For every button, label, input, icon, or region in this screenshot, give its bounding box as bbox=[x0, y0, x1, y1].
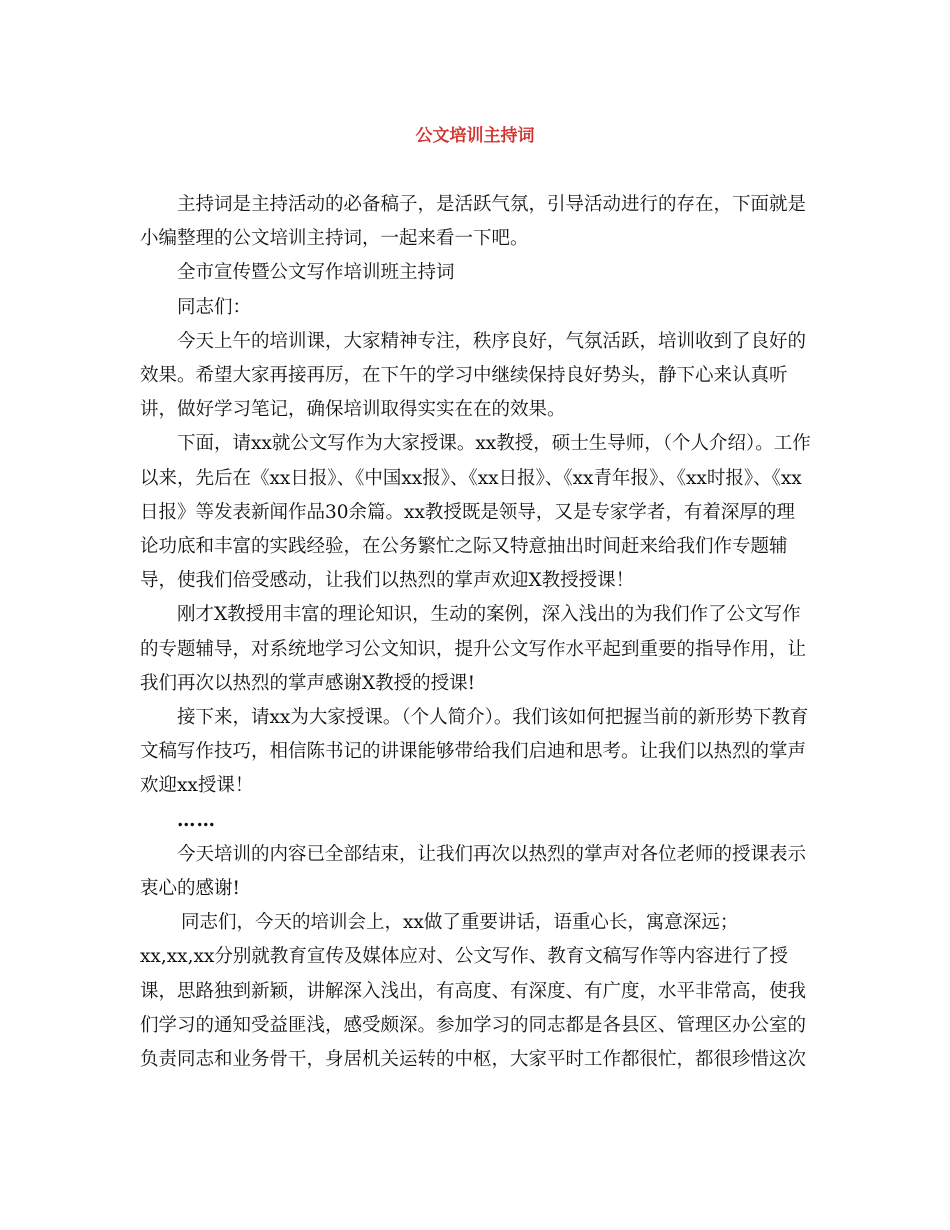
document-body bbox=[140, 188, 812, 1077]
paragraph-speaker-intro: 下面，请xx就公文写作为大家授课。xx教授，硕士生导师，（个人介绍）。工作以来，先后在《xx日报》、《中国xx报》、《xx日报》、《xx青年报》、《xx时报》、《xx日报》等发表新闻作品30余篇。xx教授既是领导，又是专家学者，有着深厚的理论功底和丰富的实践经验，在公务繁忙之际又特意抽出时间赶来给我们作专题辅导，使我们倍受感动，让我们以热烈的掌声欢迎X教授授课！ bbox=[140, 433, 811, 592]
paragraph-next-speaker: 接下来，请xx为大家授课。（个人简介）。我们该如何把握当前的新形势下教育文稿写作技巧，相信陈书记的讲课能够带给我们启迪和思考。让我们以热烈的掌声欢迎xx授课！ bbox=[140, 707, 809, 797]
section-heading: 全市宣传暨公文写作培训班主持词 bbox=[177, 262, 455, 284]
salutation: 同志们： bbox=[177, 296, 252, 318]
paragraph-summary: 同志们，今天的培训会上，xx做了重要讲话，语重心长，寓意深远；xx,xx,xx分别就教育宣传及媒体应对、公文写作、教育文稿写作等内容进行了授课，思路独到新颖，讲解深入浅出，有高度、有深度、有广度，水平非常高，使我们学习的通知受益匪浅，感受颇深。参加学习的同志都是各县区、管理区办公室的负责同志和业务骨干，身居机关运转的中枢，大家平时工作都很忙，都很珍惜这次 bbox=[140, 912, 807, 1071]
paragraph-morning-summary: 今天上午的培训课，大家精神专注，秩序良好，气氛活跃，培训收到了良好的效果。希望大家再接再厉，在下午的学习中继续保持良好势头，静下心来认真听讲，做好学习笔记，确保培训取得实实在在的效果。 bbox=[140, 330, 807, 421]
paragraph-thanks-x: 刚才X教授用丰富的理论知识，生动的案例，深入浅出的为我们作了公文写作的专题辅导，对系统地学习公文知识，提升公文写作水平起到重要的指导作用，让我们再次以热烈的掌声感谢X教授的授课! bbox=[140, 604, 807, 694]
document-title: 公文培训主持词 bbox=[415, 126, 535, 146]
ellipsis: …… bbox=[177, 809, 216, 831]
intro-paragraph: 主持词是主持活动的必备稿子，是活跃气氛，引导活动进行的存在，下面就是小编整理的公文培训主持词，一起来看一下吧。 bbox=[140, 194, 807, 250]
paragraph-closing-thanks: 今天培训的内容已全部结束，让我们再次以热烈的掌声对各位老师的授课表示衷心的感谢! bbox=[140, 843, 807, 900]
